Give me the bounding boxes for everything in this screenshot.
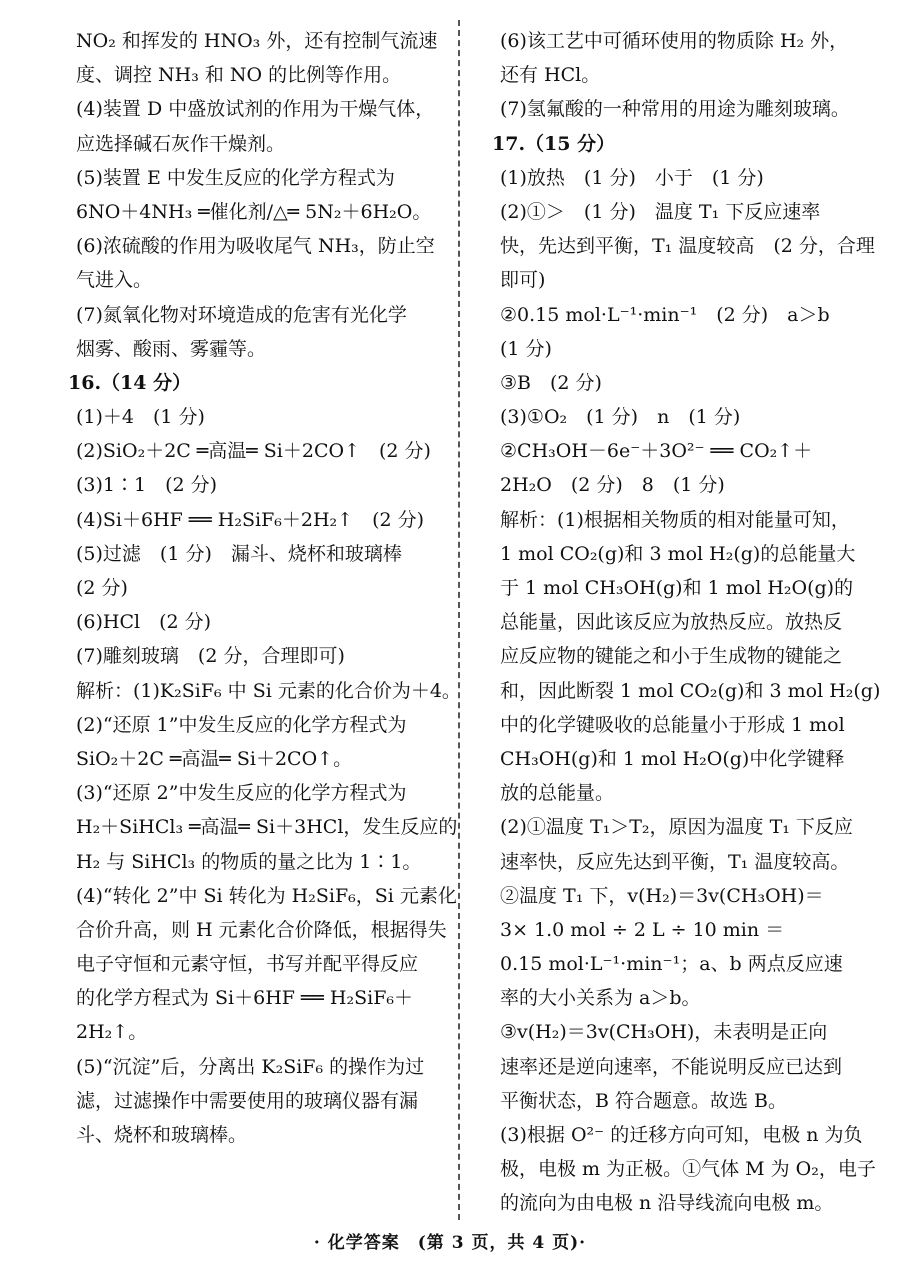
text-line: 总能量，因此该反应为放热反应。放热反 bbox=[500, 611, 843, 634]
text-line: (1)＋4 (1 分) bbox=[76, 406, 205, 429]
text-line: 16.（14 分） bbox=[68, 371, 192, 394]
text-line: H₂＋SiHCl₃ ═高温═ Si＋3HCl，发生反应的 bbox=[76, 816, 458, 839]
text-line: 中的化学键吸收的总能量小于形成 1 mol bbox=[500, 713, 845, 736]
text-line: (1 分) bbox=[500, 337, 552, 360]
text-line: (2)SiO₂＋2C ═高温═ Si＋2CO↑ (2 分) bbox=[76, 440, 431, 463]
text-line: 合价升高，则 H 元素化合价降低，根据得失 bbox=[76, 918, 447, 941]
text-line: ②0.15 mol·L⁻¹·min⁻¹ (2 分) a＞b bbox=[500, 303, 830, 326]
text-line: 解析：(1)K₂SiF₆ 中 Si 元素的化合价为＋4。 bbox=[76, 679, 461, 702]
text-line: 和，因此断裂 1 mol CO₂(g)和 3 mol H₂(g) bbox=[500, 679, 881, 702]
text-line: 2H₂O (2 分) 8 (1 分) bbox=[500, 474, 725, 497]
text-line: H₂ 与 SiHCl₃ 的物质的量之比为 1∶1。 bbox=[76, 850, 422, 873]
text-line: 6NO＋4NH₃ ═催化剂/△═ 5N₂＋6H₂O。 bbox=[76, 200, 432, 223]
text-line: (5)装置 E 中发生反应的化学方程式为 bbox=[76, 166, 395, 189]
text-line: 的流向为由电极 n 沿导线流向电极 m。 bbox=[500, 1192, 834, 1215]
text-line: 速率快，反应先达到平衡，T₁ 温度较高。 bbox=[500, 850, 850, 873]
text-line: 速率还是逆向速率，不能说明反应已达到 bbox=[500, 1055, 843, 1078]
text-line: (7)氢氟酸的一种常用的用途为雕刻玻璃。 bbox=[500, 98, 850, 121]
text-line: (3)1∶1 (2 分) bbox=[76, 474, 218, 497]
text-line: 即可) bbox=[500, 269, 546, 292]
text-line: NO₂ 和挥发的 HNO₃ 外，还有控制气流速 bbox=[76, 30, 438, 52]
text-line: 率的大小关系为 a＞b。 bbox=[500, 987, 701, 1010]
text-line: 17.（15 分） bbox=[492, 132, 616, 155]
text-line: 滤，过滤操作中需要使用的玻璃仪器有漏 bbox=[76, 1089, 419, 1112]
text-line: (7)氮氧化物对环境造成的危害有光化学 bbox=[76, 303, 407, 326]
text-line: ②温度 T₁ 下，v(H₂)＝3v(CH₃OH)＝ bbox=[500, 884, 824, 907]
text-line: 极，电极 m 为正极。①气体 M 为 O₂，电子 bbox=[500, 1158, 876, 1181]
text-line: 于 1 mol CH₃OH(g)和 1 mol H₂O(g)的 bbox=[500, 577, 854, 599]
text-line: 斗、烧杯和玻璃棒。 bbox=[76, 1124, 248, 1146]
text-line: 0.15 mol·L⁻¹·min⁻¹；a、b 两点反应速 bbox=[500, 953, 843, 976]
left-column bbox=[68, 24, 461, 1152]
text-line: 放的总能量。 bbox=[500, 782, 615, 805]
text-line: (1)放热 (1 分) 小于 (1 分) bbox=[500, 166, 764, 189]
text-line: (3)①O₂ (1 分) n (1 分) bbox=[500, 406, 741, 429]
text-line: ②CH₃OH－6e⁻＋3O²⁻ ══ CO₂↑＋ bbox=[500, 440, 813, 463]
text-line: (4)装置 D 中盛放试剂的作用为干燥气体， bbox=[76, 98, 435, 121]
text-line: (2 分) bbox=[76, 577, 128, 599]
text-line: (7)雕刻玻璃 (2 分，合理即可) bbox=[76, 645, 345, 668]
text-line: 度、调控 NH₃ 和 NO 的比例等作用。 bbox=[76, 64, 402, 87]
right-column bbox=[492, 24, 881, 1221]
text-line: 的化学方程式为 Si＋6HF ══ H₂SiF₆＋ bbox=[76, 987, 414, 1010]
column-divider bbox=[458, 20, 460, 1220]
text-line: (3)“还原 2”中发生反应的化学方程式为 bbox=[76, 782, 407, 805]
text-line: (6)HCl (2 分) bbox=[76, 611, 212, 634]
text-line: 平衡状态，B 符合题意。故选 B。 bbox=[500, 1089, 788, 1112]
text-line: 电子守恒和元素守恒，书写并配平得反应 bbox=[76, 953, 419, 976]
text-line: ③v(H₂)＝3v(CH₃OH)，未表明是正向 bbox=[500, 1021, 828, 1044]
text-line: SiO₂＋2C ═高温═ Si＋2CO↑。 bbox=[76, 747, 353, 770]
text-line: 快，先达到平衡，T₁ 温度较高 (2 分，合理 bbox=[500, 235, 875, 258]
text-line: (6)浓硫酸的作用为吸收尾气 NH₃，防止空 bbox=[76, 235, 435, 258]
text-line: (2)①＞ (1 分) 温度 T₁ 下反应速率 bbox=[500, 200, 821, 223]
text-line: CH₃OH(g)和 1 mol H₂O(g)中化学键释 bbox=[500, 747, 845, 770]
text-line: 1 mol CO₂(g)和 3 mol H₂(g)的总能量大 bbox=[500, 542, 856, 565]
text-line: (2)①温度 T₁＞T₂，原因为温度 T₁ 下反应 bbox=[500, 816, 853, 839]
page-footer: · 化学答案 (第 3 页，共 4 页)· bbox=[313, 1233, 587, 1253]
text-line: 应反应物的键能之和小于生成物的键能之 bbox=[500, 645, 843, 668]
text-line: (4)“转化 2”中 Si 转化为 H₂SiF₆，Si 元素化 bbox=[76, 884, 457, 907]
text-line: 应选择碱石灰作干燥剂。 bbox=[76, 132, 286, 155]
text-line: 2H₂↑。 bbox=[76, 1021, 148, 1044]
text-line: 烟雾、酸雨、雾霾等。 bbox=[76, 337, 267, 360]
text-line: 3× 1.0 mol ÷ 2 L ÷ 10 min ＝ bbox=[500, 918, 785, 941]
text-line: (2)“还原 1”中发生反应的化学方程式为 bbox=[76, 713, 407, 736]
text-line: 解析：(1)根据相关物质的相对能量可知， bbox=[500, 508, 850, 531]
text-line: (6)该工艺中可循环使用的物质除 H₂ 外， bbox=[500, 30, 849, 52]
text-line: ③B (2 分) bbox=[500, 371, 602, 394]
text-line: (4)Si＋6HF ══ H₂SiF₆＋2H₂↑ (2 分) bbox=[76, 508, 425, 531]
text-line: 气进入。 bbox=[76, 269, 153, 292]
text-line: (5)“沉淀”后，分离出 K₂SiF₆ 的操作为过 bbox=[76, 1055, 425, 1078]
text-line: (5)过滤 (1 分) 漏斗、烧杯和玻璃棒 bbox=[76, 542, 402, 565]
text-line: (3)根据 O²⁻ 的迁移方向可知，电极 n 为负 bbox=[500, 1124, 863, 1146]
text-line: 还有 HCl。 bbox=[500, 64, 601, 87]
